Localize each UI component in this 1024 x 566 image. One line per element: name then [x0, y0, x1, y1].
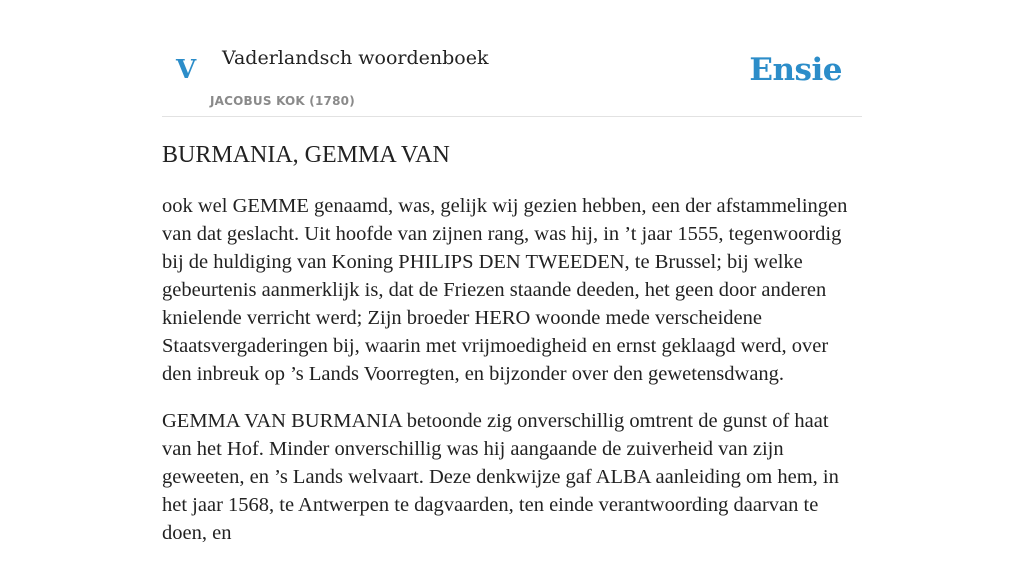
entry-paragraph: GEMMA VAN BURMANIA betoonde zig onverschillig omtrent de gunst of haat van het Hof. Minder onverschillig was hij aangaande de zuiverheid van zijn geweeten, en ’s Lands welvaart. Deze denkwijze gaf ALBA aanleiding om hem, in het jaar 1568, te Antwerpen te dagvaarden, ten einde verantwoording daarvan te doen, en	[162, 410, 839, 544]
entry-body	[162, 192, 862, 566]
letter-index-link[interactable]: V	[176, 55, 197, 85]
entry-paragraph: ook wel GEMME genaamd, was, gelijk wij gezien hebben, een der afstammelingen van dat geslacht. Uit hoofde van zijnen rang, was hij, in ’t jaar 1555, tegenwoordig bij de huldiging van Koning PHILIPS DEN TWEEDEN, te Brussel; bij welke gebeurtenis aanmerklijk is, dat de Friezen staande deeden, het geen door anderen knielende verricht werd; Zijn broeder HERO woonde mede verscheidene Staatsvergaderingen bij, waarin met vrijmoedigheid en ernst geklaagd werd, over den inbreuk op ’s Lands Voorregten, en bijzonder over den gewetensdwang.	[162, 195, 848, 385]
entry-title: BURMANIA, GEMMA VAN	[162, 142, 450, 168]
book-author: JACOBUS KOK (1780)	[210, 94, 355, 108]
ensie-logo-link[interactable]: Ensie	[749, 52, 842, 88]
book-title[interactable]: Vaderlandsch woordenboek	[222, 47, 489, 69]
site-header	[162, 0, 862, 117]
